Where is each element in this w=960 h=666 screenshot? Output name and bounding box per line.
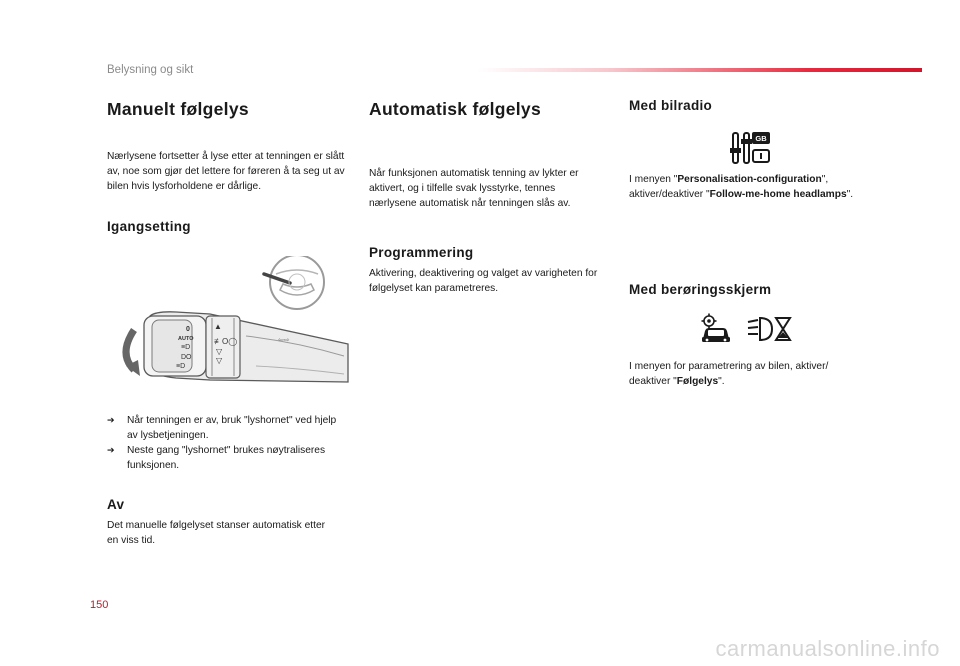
car-settings-icon <box>699 313 733 345</box>
manual-follow-me-title: Manuelt følgelys <box>107 99 249 119</box>
svg-text:≡D: ≡D <box>176 363 186 370</box>
radio-option-name: Follow-me-home headlamps <box>709 189 847 200</box>
stalk-zero-label: 0 <box>186 326 190 333</box>
light-stalk-illustration <box>106 256 350 386</box>
bullet-list <box>107 413 347 473</box>
svg-text:⇦⇨: ⇦⇨ <box>278 337 290 344</box>
off-heading: Av <box>107 497 125 512</box>
automatic-intro: Når funksjonen automatisk tenning av lykter er aktivert, og i tilfelle svak lysstyrke, tennes nærlysene automatisk når tenningen slås av. <box>369 168 579 209</box>
settings-sliders-icon <box>729 130 773 166</box>
stalk-auto-label: AUTO <box>178 336 194 342</box>
list-item: ➔ Neste gang "lyshornet" brukes nøytraliseres funksjonen. <box>107 445 326 471</box>
svg-text:≢O◯: ≢O◯ <box>214 337 238 346</box>
touchscreen-text: I menyen for parametrering av bilen, aktiver/ deaktiver "Følgelys". <box>629 361 829 387</box>
automatic-follow-me-title: Automatisk følgelys <box>369 99 541 119</box>
start-heading: Igangsetting <box>107 219 191 234</box>
header-rule <box>478 68 922 72</box>
manual-intro: Nærlysene fortsetter å lyse etter at tenningen er slått av, noe som gjør det lettere for føreren å ta seg ut av bilen hvis lysforholdene er dårlige. <box>107 151 345 192</box>
rotate-arrow-icon <box>126 330 140 376</box>
lighting-stalk <box>144 312 348 382</box>
svg-text:DO: DO <box>181 354 192 361</box>
watermark: carmanualsonline.info <box>715 636 940 661</box>
touch-option-name: Følgelys <box>676 376 719 387</box>
svg-text:≡D: ≡D <box>181 344 191 351</box>
follow-me-headlamp-timer-icon <box>746 316 792 342</box>
svg-text:▽: ▽ <box>216 356 223 365</box>
car-radio-text: I menyen "Personalisation-configuration", aktiver/deaktiver "Follow-me-home headlamps". <box>629 174 854 200</box>
page-number: 150 <box>90 599 109 611</box>
programming-text: Aktivering, deaktivering og valget av varigheten for følgelyset kan parametreres. <box>369 268 598 294</box>
radio-icon-label: GB <box>755 134 767 143</box>
programming-heading: Programmering <box>369 245 474 260</box>
svg-text:▲: ▲ <box>214 322 222 331</box>
radio-menu-name: Personalisation-configuration <box>677 174 822 185</box>
svg-text:▽: ▽ <box>216 347 223 356</box>
off-text: Det manuelle følgelyset stanser automatisk etter en viss tid. <box>107 520 325 546</box>
steering-wheel-icon <box>264 256 324 309</box>
touchscreen-heading: Med berøringsskjerm <box>629 282 772 297</box>
car-radio-heading: Med bilradio <box>629 98 713 113</box>
list-item: ➔ Når tenningen er av, bruk "lyshornet" ved hjelp av lysbetjeningen. <box>107 415 337 441</box>
section-title: Belysning og sikt <box>107 64 194 76</box>
